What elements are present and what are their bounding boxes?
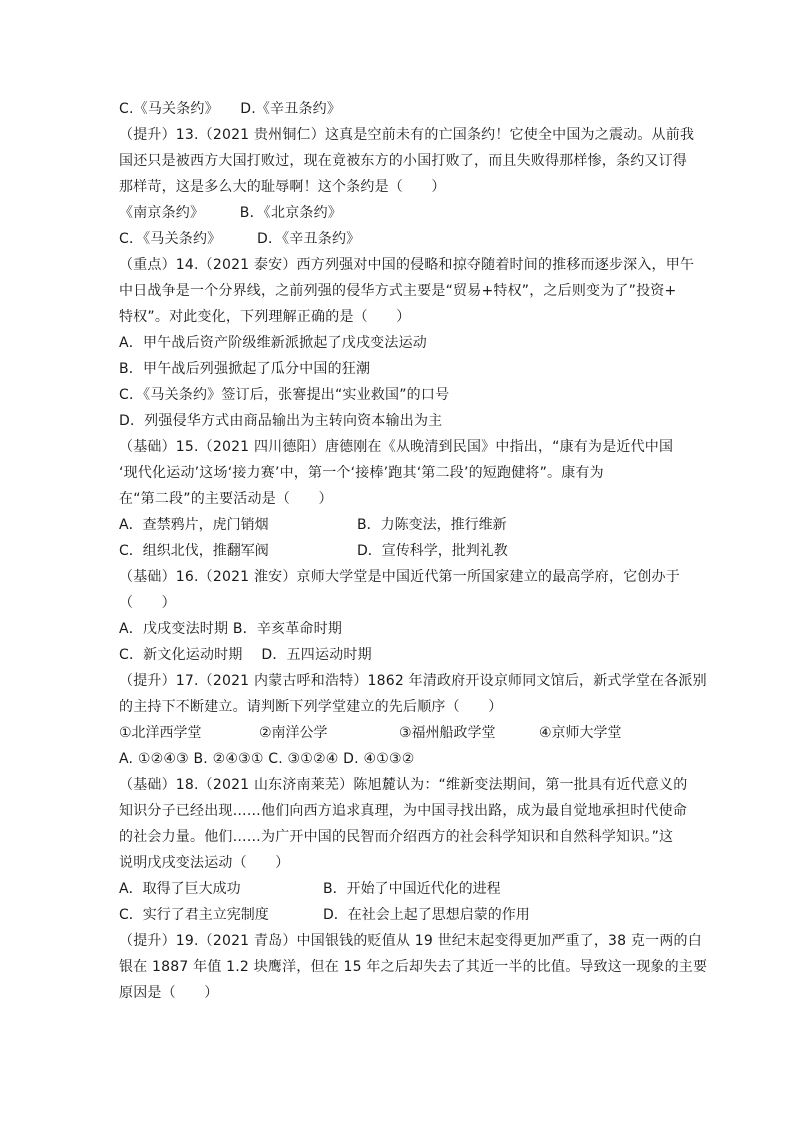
question-18-options-cd	[119, 902, 679, 928]
text-line: ‘现代化运动’这场‘接力赛’中，第一个‘接棒’跑其‘第二段’的短跑健将”。康有为	[119, 465, 604, 481]
question-15-options-cd	[119, 538, 679, 564]
question-16-stem: （基础）16.（2021 淮安）京师大学堂是中国近代第一所国家建立的最高学府，它创办于	[119, 569, 680, 585]
text-line: 的主持下不断建立。请判断下列学堂建立的先后顺序（ ）	[119, 699, 503, 715]
question-17-stem: （提升）17.（2021 内蒙古呼和浩特）1862 年清政府开设京师同文馆后，新式学堂在各派别	[119, 673, 707, 689]
text-line: 那样苛，这是多么大的耻辱啊！这个条约是（ ）	[119, 179, 446, 195]
question-14-option-c: C．《马关条约》签订后，张謇提出“实业救国”的口号	[119, 387, 450, 403]
text-line: 中日战争是一个分界线，之前列强的侵华方式主要是“贸易+特权”，之后则变为了”投资+	[119, 283, 677, 299]
question-17-item-2: ②南洋公学	[259, 725, 328, 741]
question-14-option-d: D．列强侵华方式由商品输出为主转向资本输出为主	[119, 413, 443, 429]
text-line: 国还只是被西方大国打败过，现在竟被东方的小国打败了，而且失败得那样惨，条约又订得	[119, 153, 687, 169]
question-15-option-d: D．宣传科学，批判礼教	[357, 543, 508, 559]
text-line: 在“第二段”的主要活动是（ ）	[119, 491, 333, 507]
text-line: 知识分子已经出现……他们向西方追求真理，为中国寻找出路，成为最自觉地承担时代使命	[119, 803, 687, 819]
document-page	[119, 96, 708, 1006]
question-14-stem: （重点）14.（2021 泰安）西方列强对中国的侵略和掠夺随着时间的推移而逐步深入，甲午	[119, 257, 695, 273]
question-13-option-cd: C．《马关条约》 D．《辛丑条约》	[119, 231, 361, 247]
text-line: 特权”。对此变化，下列理解正确的是（ ）	[119, 309, 411, 325]
question-19-stem: （提升）19.（2021 青岛）中国银钱的贬值从 19 世纪末起变得更加严重了，38 克一两的白	[119, 933, 702, 949]
question-15-option-b: B．力陈变法，推行维新	[357, 517, 507, 533]
question-18-option-d: D．在社会上起了思想启蒙的作用	[323, 907, 530, 923]
question-17-options: A. ①②④③ B. ②④③① C. ③①②④ D. ④①③②	[119, 751, 415, 767]
question-17-item-4: ④京师大学堂	[539, 725, 622, 741]
text-line: 银在 1887 年值 1.2 块鹰洋，但在 15 年之后却失去了其近一半的比值。导致这一现象的主要	[119, 959, 708, 975]
question-17-item-1: ①北洋西学堂	[119, 725, 202, 741]
text-line: （ ）	[119, 595, 176, 611]
text-line: 的社会力量。他们……为广开中国的民智而介绍西方的社会科学知识和自然科学知识。”这	[119, 829, 674, 845]
question-13-option-ab: 《南京条约》 B．《北京条约》	[119, 205, 343, 221]
text-line: 说明戊戌变法运动（ ）	[119, 855, 290, 871]
question-17-item-3: ③福州船政学堂	[399, 725, 496, 741]
question-14-option-a: A．甲午战后资产阶级维新派掀起了戊戌变法运动	[119, 335, 427, 351]
question-13-stem: （提升）13.（2021 贵州铜仁）这真是空前未有的亡国条约！它使全中国为之震动。从前我	[119, 127, 695, 143]
question-15-option-c: C．组织北伐，推翻军阀	[119, 543, 269, 559]
question-17-items	[119, 720, 679, 746]
text-line: 原因是（ ）	[119, 985, 219, 1001]
question-16-option-ab: A．戊戌变法时期 B．辛亥革命时期	[119, 621, 343, 637]
question-15-options-ab	[119, 512, 679, 538]
question-18-stem: （基础）18.（2021 山东济南莱芜）陈旭麓认为：“维新变法期间，第一批具有近代意义的	[119, 777, 688, 793]
question-18-options-ab	[119, 876, 679, 902]
question-14-option-b: B．甲午战后列强掀起了瓜分中国的狂潮	[119, 361, 371, 377]
question-18-option-b: B．开始了中国近代化的进程	[323, 881, 501, 897]
question-15-option-a: A．查禁鸦片，虎门销烟	[119, 517, 269, 533]
question-18-option-a: A．取得了巨大成功	[119, 881, 241, 897]
question-16-option-cd: C．新文化运动时期 D．五四运动时期	[119, 647, 372, 663]
text-line: C.《马关条约》 D.《辛丑条约》	[119, 101, 342, 117]
question-15-stem: （基础）15.（2021 四川德阳）唐德刚在《从晚清到民国》中指出，“康有为是近代中国	[119, 439, 674, 455]
question-18-option-c: C．实行了君主立宪制度	[119, 907, 269, 923]
